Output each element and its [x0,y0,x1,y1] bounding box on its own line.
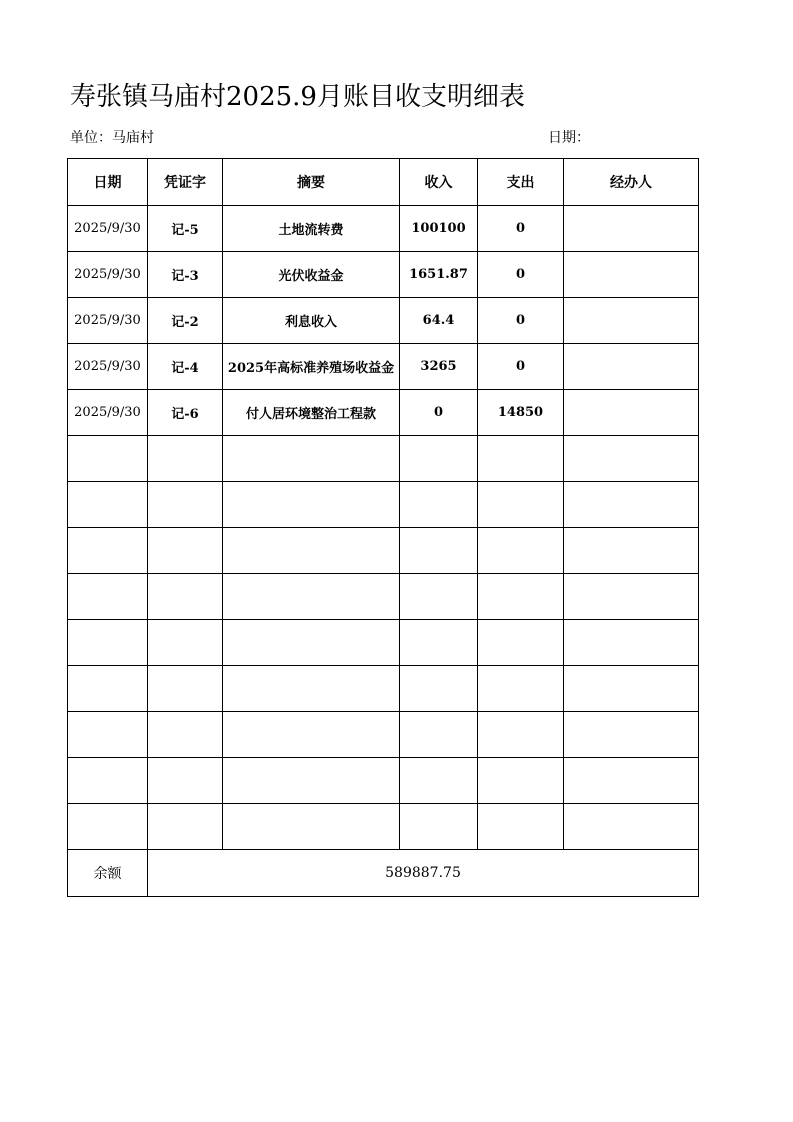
cell-date: 2025/9/30 [68,252,148,298]
cell-summary: 土地流转费 [223,206,400,252]
table-row-empty [68,712,699,758]
table-row [68,390,699,436]
cell-handler [564,298,699,344]
cell-income: 1651.87 [400,252,478,298]
cell-voucher: 记-2 [148,298,223,344]
cell-income: 3265 [400,344,478,390]
cell-summary: 2025年高标准养殖场收益金 [223,344,400,390]
table-row-empty [68,620,699,666]
empty-cell [148,758,223,804]
cell-voucher: 记-4 [148,344,223,390]
header-date: 日期 [68,159,148,206]
table-row [68,206,699,252]
table-row [68,298,699,344]
empty-cell [68,804,148,850]
table-row-empty [68,758,699,804]
empty-cell [564,712,699,758]
empty-cell [478,620,564,666]
empty-cell [564,620,699,666]
empty-cell [223,758,400,804]
date-label: 日期： [548,130,590,146]
header-summary: 摘要 [223,159,400,206]
cell-income: 0 [400,390,478,436]
empty-cell [478,804,564,850]
empty-cell [564,574,699,620]
cell-date: 2025/9/30 [68,206,148,252]
empty-cell [223,620,400,666]
cell-voucher: 记-3 [148,252,223,298]
empty-cell [68,574,148,620]
empty-cell [148,436,223,482]
ledger-table [67,158,699,897]
cell-income: 64.4 [400,298,478,344]
empty-cell [68,528,148,574]
empty-cell [478,528,564,574]
header-income: 收入 [400,159,478,206]
empty-cell [400,436,478,482]
empty-cell [223,712,400,758]
empty-cell [223,666,400,712]
cell-summary: 光伏收益金 [223,252,400,298]
empty-cell [223,482,400,528]
cell-handler [564,252,699,298]
table-row [68,344,699,390]
empty-cell [478,758,564,804]
empty-cell [400,620,478,666]
balance-value: 589887.75 [148,850,699,897]
empty-cell [68,666,148,712]
page-title: 寿张镇马庙村2025.9月账目收支明细表 [70,82,525,112]
cell-date: 2025/9/30 [68,390,148,436]
header-voucher: 凭证字 [148,159,223,206]
empty-cell [564,758,699,804]
empty-cell [223,436,400,482]
empty-cell [400,528,478,574]
empty-cell [68,758,148,804]
cell-expense: 0 [478,252,564,298]
cell-expense: 0 [478,206,564,252]
empty-cell [223,574,400,620]
empty-cell [148,804,223,850]
cell-expense: 14850 [478,390,564,436]
unit-label: 单位：马庙村 [70,130,154,146]
empty-cell [148,620,223,666]
cell-date: 2025/9/30 [68,344,148,390]
empty-cell [148,574,223,620]
balance-label: 余额 [68,850,148,897]
table-row-empty [68,436,699,482]
cell-handler [564,344,699,390]
empty-cell [148,482,223,528]
empty-cell [478,482,564,528]
table-row [68,252,699,298]
cell-handler [564,390,699,436]
empty-cell [400,482,478,528]
table-row-empty [68,574,699,620]
balance-row [68,850,699,897]
empty-cell [223,804,400,850]
empty-cell [400,712,478,758]
empty-cell [564,528,699,574]
empty-cell [478,666,564,712]
empty-cell [564,436,699,482]
empty-cell [478,712,564,758]
empty-cell [564,482,699,528]
empty-cell [68,712,148,758]
empty-cell [68,482,148,528]
empty-cell [148,528,223,574]
empty-cell [478,436,564,482]
cell-voucher: 记-5 [148,206,223,252]
empty-cell [478,574,564,620]
header-handler: 经办人 [564,159,699,206]
header-expense: 支出 [478,159,564,206]
cell-expense: 0 [478,344,564,390]
cell-voucher: 记-6 [148,390,223,436]
empty-cell [400,758,478,804]
empty-cell [400,574,478,620]
empty-cell [564,666,699,712]
table-row-empty [68,804,699,850]
cell-date: 2025/9/30 [68,298,148,344]
table-header-row [68,159,699,206]
empty-cell [564,804,699,850]
cell-income: 100100 [400,206,478,252]
table-row-empty [68,528,699,574]
cell-handler [564,206,699,252]
table-row-empty [68,482,699,528]
cell-summary: 利息收入 [223,298,400,344]
empty-cell [148,712,223,758]
empty-cell [400,804,478,850]
cell-expense: 0 [478,298,564,344]
empty-cell [223,528,400,574]
table-row-empty [68,666,699,712]
empty-cell [68,620,148,666]
empty-cell [68,436,148,482]
empty-cell [400,666,478,712]
cell-summary: 付人居环境整治工程款 [223,390,400,436]
empty-cell [148,666,223,712]
